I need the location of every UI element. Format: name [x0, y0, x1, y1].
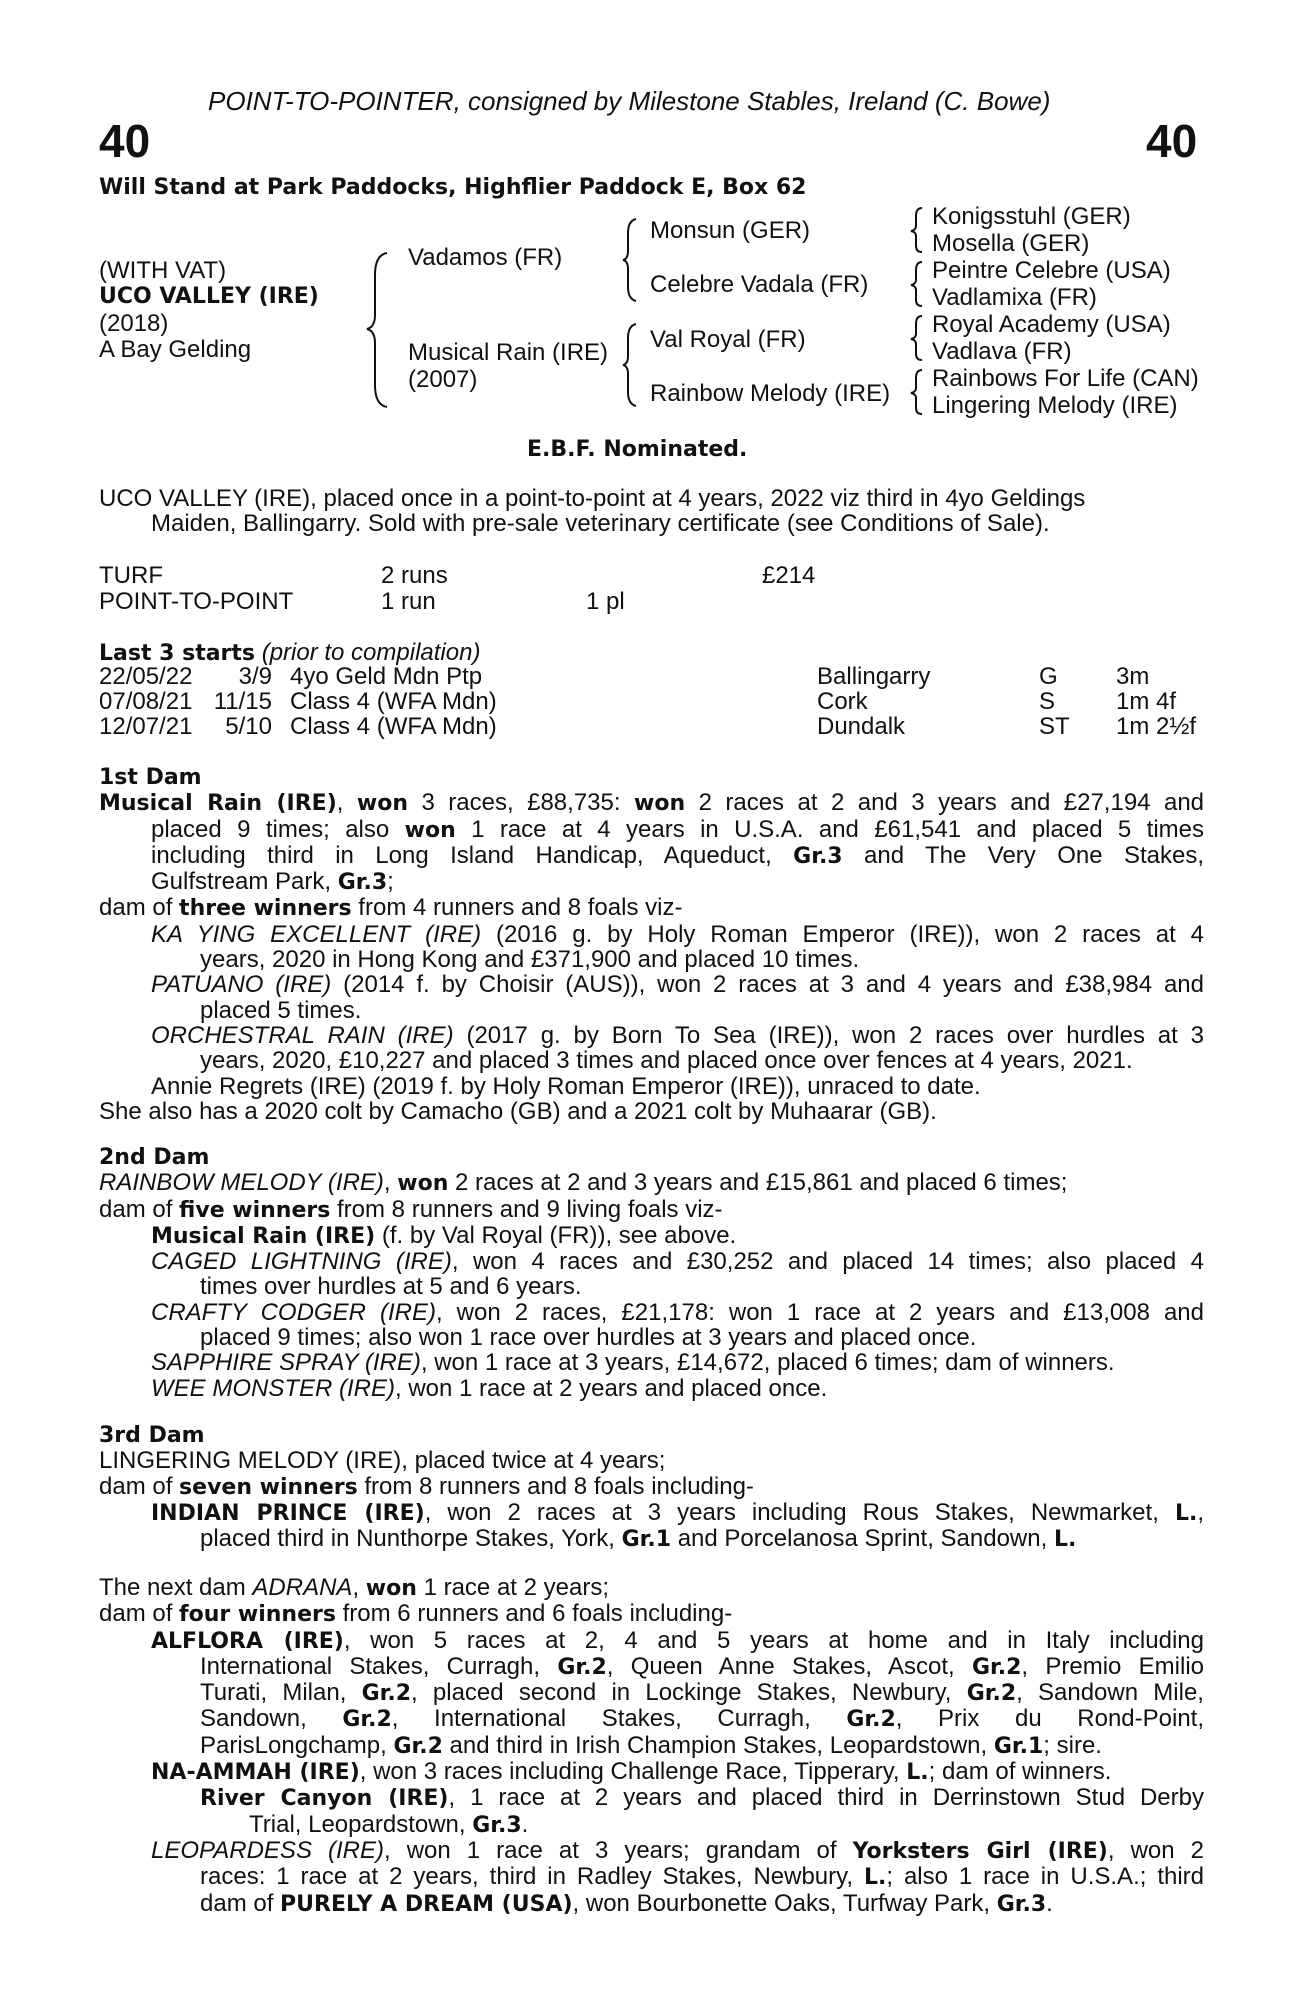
text-line	[99, 895, 1204, 921]
text-run: PURELY A DREAM (USA)	[280, 1891, 573, 1917]
text-line	[99, 1249, 1204, 1274]
offspring-name: CRAFTY CODGER (IRE)	[151, 1298, 436, 1326]
text-line	[99, 1300, 1204, 1325]
text-run: Gr.1	[621, 1527, 672, 1553]
text-run: , Prix du Rond-Point,	[895, 1705, 1204, 1733]
text-run: Gr.3	[337, 870, 388, 896]
summary	[99, 486, 1204, 537]
record-runs: 1 run	[381, 588, 436, 615]
pedigree-braces-grand	[908, 204, 932, 428]
next-dam-section	[99, 1575, 1204, 1917]
dam-name: ADRANA	[252, 1574, 353, 1601]
text-line: years, 2020, £10,227 and placed 3 times and placed once over fences at 4 years, 2021.	[200, 1047, 1133, 1075]
pedigree-g3: Peintre Celebre (USA)	[932, 257, 1171, 284]
text-run: , won 4 races and £30,252 and placed 14 times; also placed 4	[451, 1248, 1204, 1276]
text-run: 1 race at 2 years;	[416, 1574, 609, 1601]
start-going: S	[1039, 688, 1056, 715]
text-run: .	[1046, 1889, 1053, 1917]
start-course: Dundalk	[817, 713, 906, 740]
text-run: from 6 runners and 6 foals including-	[335, 1600, 733, 1628]
text-run: (2016 g. by Holy Roman Emperor (IRE)), won 2 races at 4	[481, 920, 1205, 948]
text-run: , placed second in Lockinge Stakes, Newbury,	[411, 1679, 967, 1707]
text-line	[99, 1864, 1204, 1890]
pedigree-g5: Royal Academy (USA)	[932, 311, 1171, 338]
vat-note: (WITH VAT)	[99, 257, 227, 284]
text-run: , Premio Emilio	[1021, 1652, 1204, 1680]
text-run: Gr.1	[993, 1733, 1044, 1759]
text-line	[99, 1170, 1204, 1196]
offspring-name: NA-AMMAH (IRE)	[151, 1760, 360, 1786]
text-run: , won 2 races, £21,178: won 1 race at 2 years and £13,008 and	[435, 1298, 1205, 1326]
text-run: , won 5 races at 2, 4 and 5 years at home and in Italy including	[343, 1626, 1204, 1654]
start-race: Class 4 (WFA Mdn)	[290, 713, 497, 740]
text-run: placed 9 times; also	[151, 815, 405, 843]
text-run: placed third in Nunthorpe Stakes, York,	[200, 1525, 622, 1553]
dam-name: Musical Rain (IRE)	[99, 791, 337, 817]
text-run: , International Stakes, Curragh,	[391, 1705, 847, 1733]
text-line: Annie Regrets (IRE) (2019 f. by Holy Roman Emperor (IRE)), unraced to date.	[151, 1072, 981, 1100]
pedigree-dam: Musical Rain (IRE)	[408, 339, 609, 366]
text-run: Turati, Milan,	[200, 1679, 362, 1707]
text-run: 2 races at 2 and 3 years and £27,194 and	[685, 789, 1205, 817]
stand-location: Will Stand at Park Paddocks, Highflier Paddock E, Box 62	[99, 175, 807, 200]
text-run: , Queen Anne Stakes, Ascot,	[606, 1652, 972, 1680]
record-earnings: £214	[762, 562, 816, 589]
text-line	[99, 1500, 1204, 1526]
text-line	[99, 1891, 1204, 1917]
text-run: (2017 g. by Born To Sea (IRE)), won 2 races over hurdles at 3	[453, 1021, 1205, 1049]
horse-name: UCO VALLEY (IRE)	[99, 284, 319, 309]
pedigree-g2: Mosella (GER)	[932, 230, 1090, 257]
text-run: Trial, Leopardstown,	[249, 1810, 473, 1838]
text-line	[99, 1680, 1204, 1706]
text-run: dam of	[99, 1195, 180, 1223]
text-run: won	[397, 1171, 449, 1197]
text-run: and third in Irish Champion Stakes, Leopardstown,	[442, 1731, 994, 1759]
text-run: 3 races, £88,735:	[408, 789, 634, 817]
text-run: , won 1 race at 2 years and placed once.	[395, 1374, 828, 1402]
lot-number-left: 40	[99, 115, 151, 167]
text-run: Gr.3	[793, 843, 843, 869]
foaling-year: (2018)	[99, 310, 169, 337]
text-line	[99, 1785, 1204, 1811]
start-position: 5/10	[225, 713, 272, 740]
start-position: 3/9	[238, 663, 272, 690]
pedigree-brace-dam	[622, 320, 642, 410]
text-run: .	[521, 1810, 529, 1838]
text-run: and Porcelanosa Sprint, Sandown,	[671, 1525, 1054, 1553]
pedigree-g7: Rainbows For Life (CAN)	[932, 365, 1199, 392]
start-distance: 1m 4f	[1116, 688, 1177, 715]
text-line: placed 5 times.	[200, 996, 362, 1024]
text-line	[99, 843, 1204, 869]
text-run: , won 2 races at 3 years including Rous Stakes, Newmarket,	[424, 1498, 1175, 1526]
summary-line: UCO VALLEY (IRE), placed once in a point-to-point at 4 years, 2022 viz third in 4yo Geldings	[99, 485, 1086, 512]
text-run: dam of	[200, 1889, 281, 1917]
text-run: won	[404, 817, 456, 843]
text-run: ; dam of winners.	[928, 1758, 1112, 1786]
text-run: won	[365, 1576, 417, 1601]
text-run: Gr.2	[393, 1733, 443, 1759]
start-date: 12/07/21	[99, 713, 193, 740]
text-run: Yorksters Girl (IRE)	[852, 1838, 1108, 1864]
text-run: dam of	[99, 894, 180, 922]
pedigree-sire-sire: Monsun (GER)	[650, 217, 811, 244]
text-line	[99, 869, 1204, 895]
ebf-nominated: E.B.F. Nominated.	[527, 437, 748, 462]
text-run: four winners	[179, 1602, 336, 1628]
record-runs: 2 runs	[381, 562, 448, 589]
text-line: placed 9 times; also won 1 race over hurdles at 3 years and placed once.	[200, 1324, 977, 1352]
pedigree-g8: Lingering Melody (IRE)	[932, 392, 1178, 419]
text-line	[99, 1759, 1204, 1785]
text-line	[99, 1812, 1204, 1838]
offspring-name: Musical Rain (IRE)	[151, 1223, 376, 1249]
text-run: L.	[1053, 1527, 1077, 1553]
consigned-line: POINT-TO-POINTER, consigned by Milestone Stables, Ireland (C. Bowe)	[208, 86, 1051, 116]
pedigree-sire: Vadamos (FR)	[408, 244, 563, 271]
text-run: , won 1 race at 3 years; grandam of	[383, 1836, 853, 1864]
text-run: Gr.2	[971, 1654, 1022, 1680]
offspring-name: River Canyon (IRE)	[200, 1786, 449, 1812]
start-going: G	[1039, 663, 1058, 690]
text-run: Gr.2	[966, 1681, 1017, 1707]
section-heading: 2nd Dam	[99, 1145, 210, 1170]
pedigree-brace-sire	[622, 215, 642, 305]
text-run: Gr.3	[472, 1812, 522, 1838]
text-run: and The Very One Stakes,	[842, 841, 1204, 869]
offspring-name: INDIAN PRINCE (IRE)	[151, 1500, 425, 1526]
text-run: (2014 f. by Choisir (AUS)), won 2 races at 3 and 4 years and £38,984 and	[331, 971, 1204, 999]
text-run: including third in Long Island Handicap, Aqueduct,	[151, 841, 794, 869]
text-run: L.	[863, 1865, 887, 1891]
pedigree-dam-year: (2007)	[408, 366, 478, 393]
text-run: , won 3 races including Challenge Race, Tipperary,	[359, 1758, 907, 1786]
text-run: (f. by Val Royal (FR)), see above.	[375, 1221, 737, 1249]
start-date: 22/05/22	[99, 663, 193, 690]
last-starts-note: (prior to compilation)	[261, 639, 481, 666]
text-run: ParisLongchamp,	[200, 1731, 394, 1759]
offspring-name: WEE MONSTER (IRE)	[151, 1374, 395, 1402]
text-run: 2 races at 2 and 3 years and £15,861 and placed 6 times;	[448, 1169, 1068, 1197]
text-run: races: 1 race at 2 years, third in Radley Stakes, Newbury,	[200, 1863, 864, 1891]
text-run: Gr.2	[361, 1681, 412, 1707]
text-line: She also has a 2020 colt by Camacho (GB) and a 2021 colt by Muhaarar (GB).	[99, 1097, 937, 1125]
text-line	[99, 972, 1204, 997]
text-line	[99, 1023, 1204, 1048]
text-line	[99, 1654, 1204, 1680]
text-run: ;	[387, 868, 394, 896]
text-line	[99, 1474, 1204, 1500]
text-run: five winners	[179, 1197, 331, 1223]
start-distance: 3m	[1116, 663, 1150, 690]
start-date: 07/08/21	[99, 688, 193, 715]
offspring-name: ORCHESTRAL RAIN (IRE)	[151, 1021, 454, 1049]
text-line	[99, 1350, 1204, 1375]
pedigree-g4: Vadlamixa (FR)	[932, 284, 1097, 311]
text-run: , won 1 race at 3 years, £14,672, placed 6 times; dam of winners.	[420, 1349, 1115, 1377]
start-distance: 1m 2½f	[1116, 713, 1197, 740]
offspring-name: KA YING EXCELLENT (IRE)	[151, 920, 482, 948]
last-starts-title: Last 3 starts	[99, 641, 256, 666]
text-run: Gr.3	[996, 1891, 1047, 1917]
text-run: ,	[1197, 1498, 1204, 1526]
text-line: years, 2020 in Hong Kong and £371,900 and placed 10 times.	[200, 946, 860, 974]
pedigree-g6: Vadlava (FR)	[932, 338, 1072, 365]
pedigree-brace-main	[365, 245, 395, 415]
text-line	[99, 790, 1204, 816]
second-dam-section	[99, 1145, 1204, 1401]
lot-number-right: 40	[1146, 115, 1198, 167]
text-run: , won 2	[1107, 1836, 1205, 1864]
start-course: Ballingarry	[817, 663, 931, 690]
offspring-name: CAGED LIGHTNING (IRE)	[151, 1248, 452, 1276]
text-run: The next dam	[99, 1574, 253, 1601]
dam-name: RAINBOW MELODY (IRE)	[99, 1169, 384, 1197]
text-run: , won Bourbonette Oaks, Turfway Park,	[572, 1889, 997, 1917]
text-run: , Sandown Mile,	[1016, 1679, 1204, 1707]
text-line: times over hurdles at 5 and 6 years.	[200, 1273, 582, 1301]
text-run: Gr.2	[342, 1707, 392, 1733]
offspring-name: PATUANO (IRE)	[151, 971, 332, 999]
text-line	[99, 1376, 1204, 1401]
text-run: Gr.2	[846, 1707, 896, 1733]
text-run: won	[634, 791, 686, 817]
text-line	[99, 1526, 1204, 1552]
pedigree-g1: Konigsstuhl (GER)	[932, 203, 1131, 230]
pedigree-dam-dam: Rainbow Melody (IRE)	[650, 380, 891, 407]
text-line	[99, 1601, 1204, 1627]
start-going: ST	[1039, 713, 1070, 740]
text-line	[99, 1838, 1204, 1864]
text-run: ; also 1 race in U.S.A.; third	[886, 1863, 1205, 1891]
text-run: dam of	[99, 1472, 180, 1500]
text-run: seven winners	[179, 1474, 358, 1500]
section-heading: 3rd Dam	[99, 1423, 205, 1448]
record-type: TURF	[99, 562, 163, 589]
text-run: ,	[336, 789, 357, 817]
text-line	[99, 1197, 1204, 1223]
text-run: ,	[352, 1574, 366, 1601]
text-run: L.	[906, 1760, 929, 1786]
text-run: from 4 runners and 8 foals viz-	[351, 894, 683, 922]
text-line	[99, 1733, 1204, 1759]
text-run: three winners	[179, 896, 352, 922]
text-run: , 1 race at 2 years and placed third in Derrinstown Stud Derby	[448, 1784, 1204, 1812]
text-run: won	[356, 791, 409, 817]
offspring-name: SAPPHIRE SPRAY (IRE)	[151, 1349, 421, 1377]
record-type: POINT-TO-POINT	[99, 588, 294, 615]
text-run: ,	[383, 1169, 398, 1197]
text-line	[99, 1223, 1204, 1249]
text-run: dam of	[99, 1600, 180, 1628]
text-run: from 8 runners and 9 living foals viz-	[330, 1195, 723, 1223]
text-run: from 8 runners and 8 foals including-	[357, 1472, 754, 1500]
text-run: International Stakes, Curragh,	[200, 1652, 558, 1680]
offspring-name: ALFLORA (IRE)	[151, 1628, 344, 1654]
text-line	[99, 817, 1204, 843]
text-run: Sandown,	[200, 1705, 343, 1733]
first-dam-section	[99, 765, 1204, 1124]
horse-description: A Bay Gelding	[99, 336, 252, 363]
text-run: L.	[1174, 1500, 1198, 1526]
text-run: Gr.2	[557, 1654, 607, 1680]
start-race: Class 4 (WFA Mdn)	[290, 688, 497, 715]
start-course: Cork	[817, 688, 868, 715]
summary-line: Maiden, Ballingarry. Sold with pre-sale veterinary certificate (see Conditions of Sale).	[151, 510, 1050, 538]
record-placed: 1 pl	[586, 588, 625, 615]
offspring-name: LEOPARDESS (IRE)	[151, 1836, 384, 1864]
text-line	[99, 1706, 1204, 1732]
text-run: ; sire.	[1043, 1731, 1102, 1759]
start-race: 4yo Geld Mdn Ptp	[290, 663, 483, 690]
text-line	[99, 922, 1204, 947]
text-line	[99, 1575, 1204, 1601]
text-run: 1 race at 4 years in U.S.A. and £61,541 and placed 5 times	[455, 815, 1204, 843]
section-heading: 1st Dam	[99, 765, 202, 790]
pedigree-sire-dam: Celebre Vadala (FR)	[650, 271, 869, 298]
third-dam-section	[99, 1423, 1204, 1552]
pedigree-dam-sire: Val Royal (FR)	[650, 326, 806, 353]
text-line	[99, 1628, 1204, 1654]
text-run: Gulfstream Park,	[151, 868, 338, 896]
start-position: 11/15	[213, 688, 272, 715]
text-line: LINGERING MELODY (IRE), placed twice at 4 years;	[99, 1447, 666, 1475]
